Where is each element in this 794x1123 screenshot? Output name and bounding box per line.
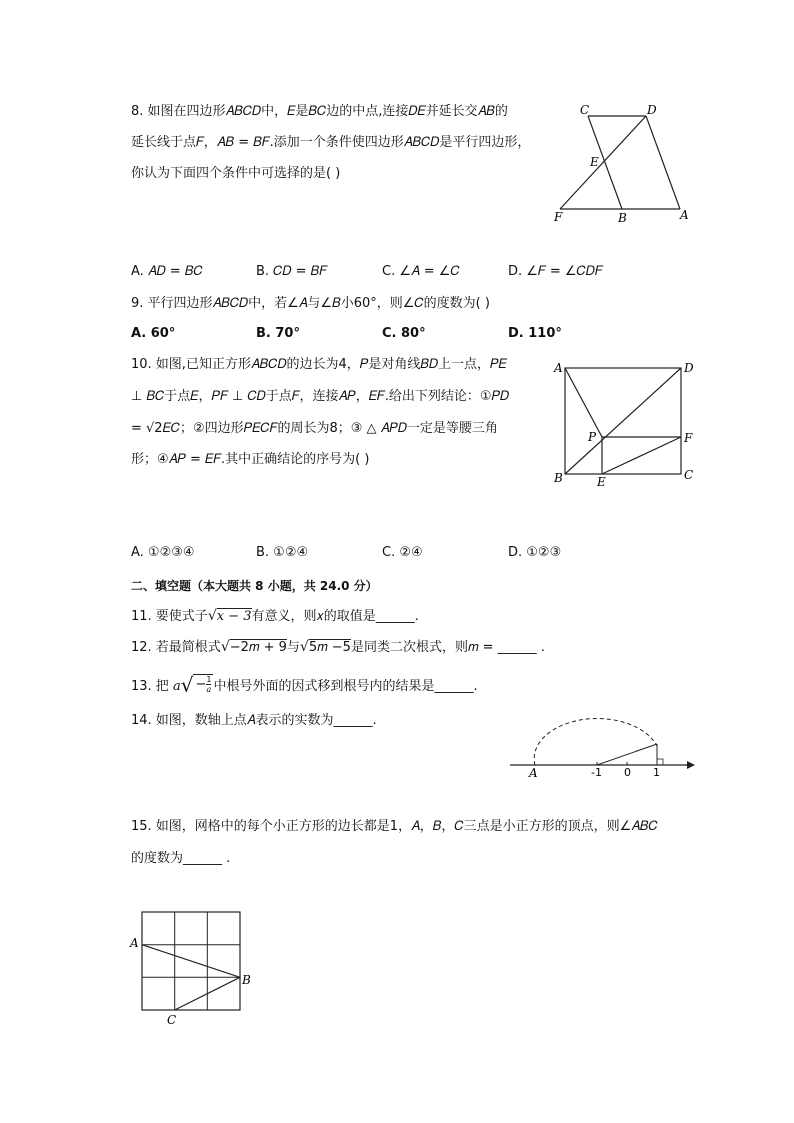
q11-before: 11. 要使式子: [131, 609, 208, 624]
q13-text: [131, 674, 478, 696]
q10-figure: [550, 358, 695, 493]
q14-tick-0: 0: [624, 766, 631, 779]
q15-line-2: 的度数为______ .: [131, 851, 231, 866]
q14-label-a: A: [529, 766, 538, 780]
q13-frac-num: 1: [206, 675, 212, 684]
q9-text: 9. 平行四边形𝐴𝐵𝐶𝐷中，若∠𝐴与∠𝐵小60°，则∠𝐶的度数为( ): [131, 296, 490, 311]
q13-radical: √ − 1 𝑎: [180, 673, 212, 697]
q12-radicand-2: 5𝑚 −5: [308, 640, 351, 655]
q15-label-a: A: [130, 936, 139, 950]
q10-label-c: C: [684, 468, 694, 482]
q10-label-a: A: [554, 361, 563, 375]
q8-label-f: F: [554, 210, 563, 224]
q11-after: 有意义，则𝑥的取值是______.: [251, 609, 419, 624]
q15-label-c: C: [167, 1013, 177, 1027]
q15-label-b: B: [242, 973, 251, 987]
q14-number-line: [505, 710, 695, 782]
q10-label-b: B: [554, 471, 563, 485]
q10-option-b[interactable]: B. ①②④: [256, 545, 309, 560]
q8-label-b: B: [618, 211, 627, 225]
q8-option-a[interactable]: A. 𝐴𝐷 = 𝐵𝐶: [131, 264, 203, 279]
q12-before: 12. 若最简根式: [131, 640, 221, 655]
q15-line-1: 15. 如图，网格中的每个小正方形的边长都是1，𝐴，𝐵，𝐶三点是小正方形的顶点，则∠𝐴𝐵𝐶: [131, 819, 658, 834]
q13-minus: −: [195, 677, 207, 692]
q9-option-d[interactable]: D. 110°: [508, 326, 562, 341]
q12-mid: 与: [286, 640, 300, 655]
q10-label-p: P: [588, 430, 597, 444]
q8-option-d[interactable]: D. ∠𝐹 = ∠𝐶𝐷𝐹: [508, 264, 603, 279]
q9-option-a[interactable]: A. 60°: [131, 326, 176, 341]
q11-radicand: 𝑥 − 3: [216, 609, 252, 624]
q13-a: 𝑎: [172, 679, 181, 694]
q15-grid-figure: [128, 905, 258, 1030]
q12-radicand-1: −2𝑚 + 9: [229, 640, 287, 655]
q11-radical: √𝑥 − 3: [207, 608, 252, 624]
q14-text: 14. 如图，数轴上点𝐴表示的实数为______.: [131, 713, 377, 728]
q14-tick-neg1: -1: [591, 766, 602, 779]
q8-figure: [550, 100, 690, 225]
q13-frac-den: 𝑎: [206, 685, 212, 694]
q10-line-3: = √2𝐸𝐶；②四边形𝑃𝐸𝐶𝐹的周长为8；③ △ 𝐴𝑃𝐷一定是等腰三角: [131, 421, 498, 436]
q9-option-c[interactable]: C. 80°: [382, 326, 426, 341]
q10-option-c[interactable]: C. ②④: [382, 545, 423, 560]
q8-label-e: E: [590, 155, 599, 169]
q13-before: 13. 把: [131, 679, 169, 694]
q10-option-d[interactable]: D. ①②③: [508, 545, 562, 560]
q12-after: 是同类二次根式，则𝑚 = ______ .: [350, 640, 545, 655]
q10-option-a[interactable]: A. ①②③④: [131, 545, 195, 560]
q14-tick-1: 1: [653, 766, 660, 779]
q12-text: [131, 638, 545, 657]
q9-option-b[interactable]: B. 70°: [256, 326, 300, 341]
q8-option-c[interactable]: C. ∠𝐴 = ∠𝐶: [382, 264, 460, 279]
q8-label-d: D: [647, 103, 657, 117]
q13-after: 中根号外面的因式移到根号内的结果是______.: [213, 679, 478, 694]
q12-radical-1: √−2𝑚 + 9: [220, 639, 287, 655]
q8-line-2: 延长线于点𝐹，𝐴𝐵 = 𝐵𝐹.添加一个条件使四边形𝐴𝐵𝐶𝐷是平行四边形，: [131, 135, 531, 150]
section-heading: 二、填空题（本大题共 8 小题，共 24.0 分）: [131, 579, 378, 593]
q8-line-3: 你认为下面四个条件中可选择的是( ): [131, 166, 341, 181]
q12-radical-2: √5𝑚 −5: [299, 639, 351, 655]
q10-line-2: ⊥ 𝐵𝐶于点𝐸，𝑃𝐹 ⊥ 𝐶𝐷于点𝐹，连接𝐴𝑃，𝐸𝐹.给出下列结论：①𝑃𝐷: [131, 389, 510, 404]
q11-text: [131, 607, 419, 626]
q8-label-c: C: [580, 103, 590, 117]
q10-label-f: F: [684, 431, 693, 445]
q10-label-e: E: [597, 475, 606, 489]
q8-line-1: 8. 如图在四边形𝐴𝐵𝐶𝐷中，𝐸是𝐵𝐶边的中点,连接𝐷𝐸并延长交𝐴𝐵的: [131, 104, 508, 119]
q8-label-a: A: [680, 208, 689, 222]
q10-label-d: D: [684, 361, 694, 375]
q10-line-4: 形；④𝐴𝑃 = 𝐸𝐹.其中正确结论的序号为( ): [131, 452, 370, 467]
q8-option-b[interactable]: B. 𝐶𝐷 = 𝐵𝐹: [256, 264, 328, 279]
q10-line-1: 10. 如图,已知正方形𝐴𝐵𝐶𝐷的边长为4，𝑃是对角线𝐵𝐷上一点，𝑃𝐸: [131, 357, 507, 372]
